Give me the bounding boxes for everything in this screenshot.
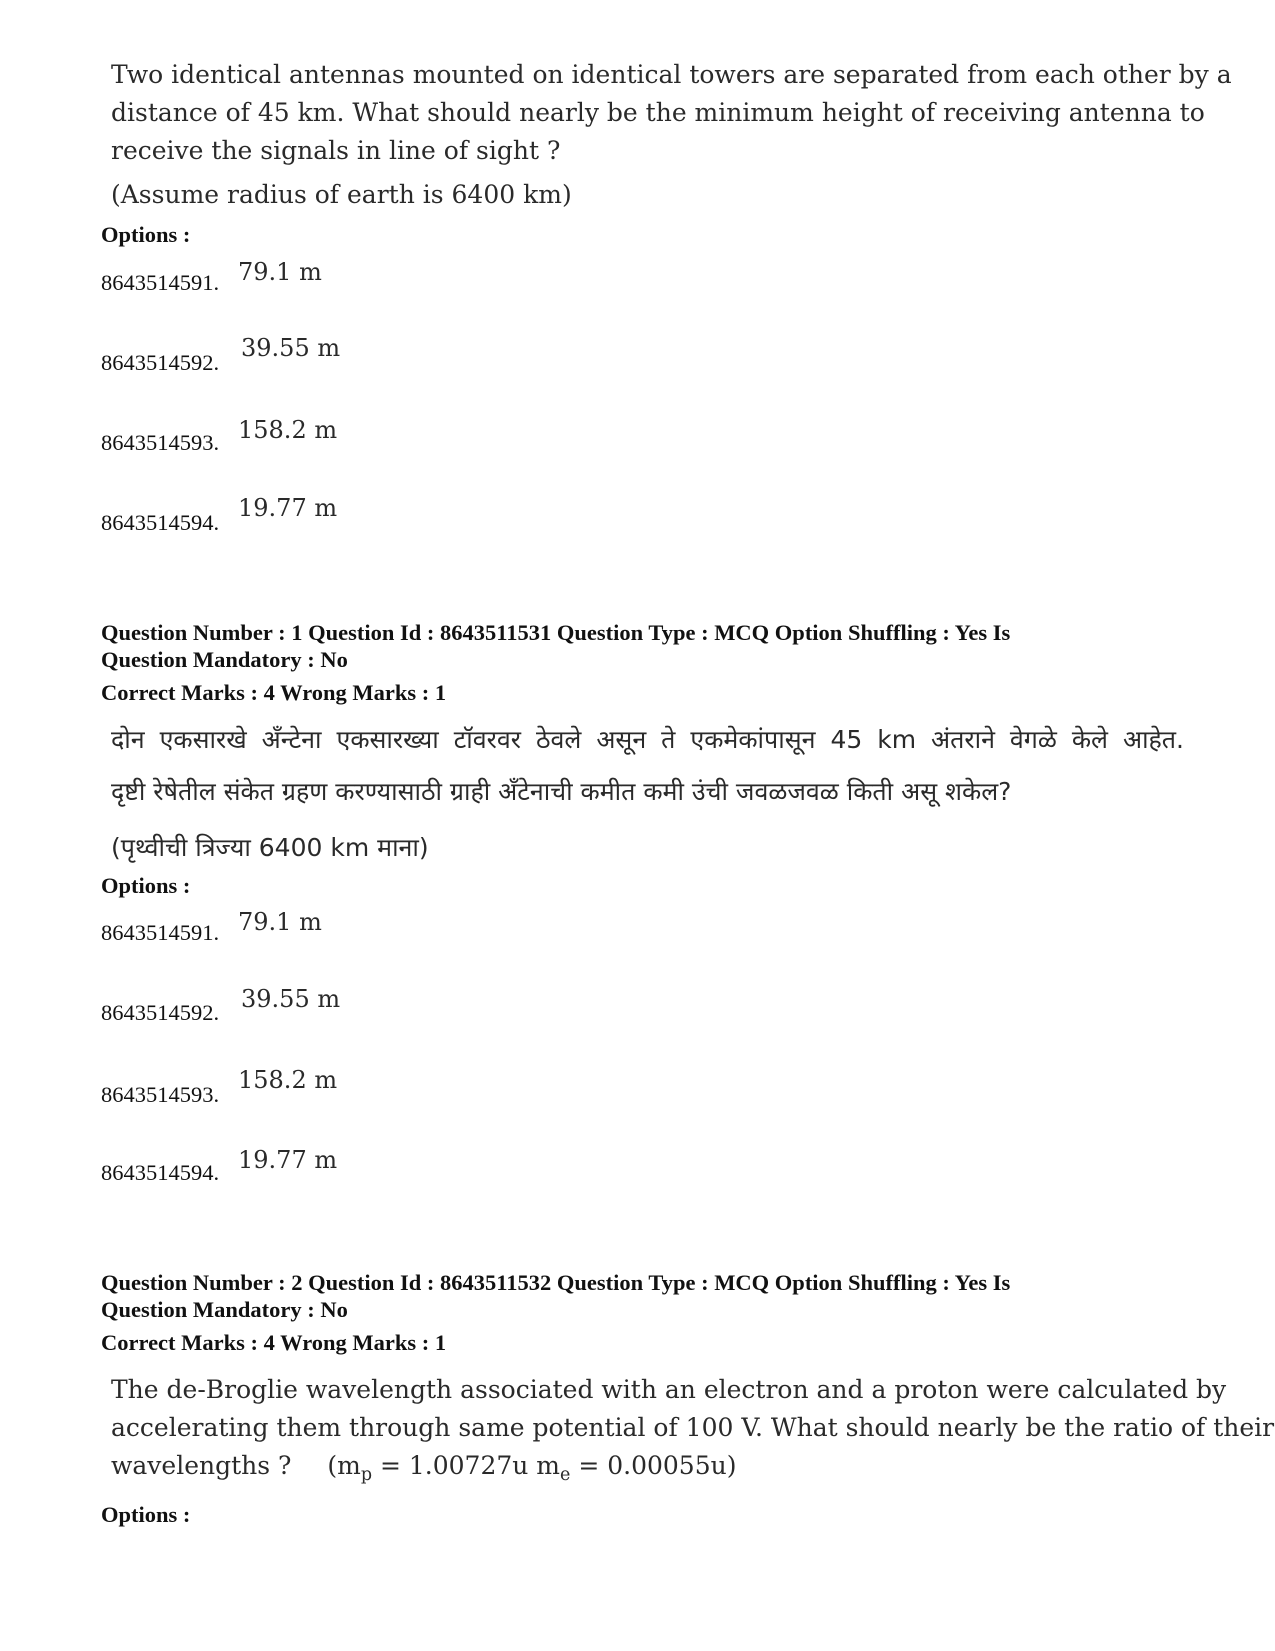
mass-formula: [327, 1451, 737, 1486]
question-meta-line: Question Mandatory : No: [101, 647, 348, 672]
option-value: 19.77 m: [238, 494, 338, 522]
option-value: 158.2 m: [238, 416, 338, 444]
option-value: 79.1 m: [238, 908, 322, 936]
question-text-line: receive the signals in line of sight ?: [111, 136, 561, 165]
question-meta-line: Question Number : 1 Question Id : 8643511531 Question Type : MCQ Option Shuffling : Yes Is: [101, 620, 1011, 645]
question-text-line: distance of 45 km. What should nearly be the minimum height of receiving antenna to: [111, 98, 1205, 127]
option-id: 8643514593.: [101, 430, 220, 455]
question-meta-line: Question Number : 2 Question Id : 8643511532 Question Type : MCQ Option Shuffling : Yes Is: [101, 1270, 1011, 1295]
option-value: 39.55 m: [241, 985, 341, 1013]
subscript-p: p: [360, 1465, 373, 1486]
option-id: 8643514592.: [101, 1000, 220, 1025]
question-assumption: (पृथ्वीची त्रिज्या 6400 km माना): [111, 833, 429, 862]
question-text-line: दोन एकसारखे अँन्टेना एकसारख्या टॉवरवर ठेवले असून ते एकमेकांपासून 45 km अंतराने वेगळे केले आहेत.: [111, 725, 1184, 754]
option-id: 8643514594.: [101, 510, 220, 535]
question-text-line: The de-Broglie wavelength associated with an electron and a proton were calculated by: [111, 1375, 1227, 1404]
question-text-line: Two identical antennas mounted on identical towers are separated from each other by a: [111, 60, 1232, 89]
formula-mid: = 1.00727u m: [372, 1451, 561, 1480]
question-marks: Correct Marks : 4 Wrong Marks : 1: [101, 680, 447, 705]
question-text-fragment: wavelengths ?: [111, 1451, 292, 1480]
question-marks: Correct Marks : 4 Wrong Marks : 1: [101, 1330, 447, 1355]
formula-close: = 0.00055u): [570, 1451, 737, 1480]
option-id: 8643514594.: [101, 1160, 220, 1185]
option-id: 8643514591.: [101, 270, 220, 295]
question-meta-line: Question Mandatory : No: [101, 1297, 348, 1322]
option-value: 79.1 m: [238, 258, 322, 286]
question-text-line: accelerating them through same potential of 100 V. What should nearly be the ratio of their: [111, 1413, 1275, 1442]
question-text-line: दृष्टी रेषेतील संकेत ग्रहण करण्यासाठी ग्राही अँटेनाची कमीत कमी उंची जवळजवळ किती असू शकेल?: [111, 777, 1012, 806]
options-label: Options :: [101, 873, 191, 898]
option-value: 39.55 m: [241, 334, 341, 362]
question-assumption: (Assume radius of earth is 6400 km): [111, 180, 572, 209]
option-value: 158.2 m: [238, 1066, 338, 1094]
option-value: 19.77 m: [238, 1146, 338, 1174]
subscript-e: e: [560, 1465, 571, 1486]
option-id: 8643514592.: [101, 350, 220, 375]
formula-open: (m: [327, 1451, 361, 1480]
question-text-line: [111, 1451, 1184, 1485]
option-id: 8643514593.: [101, 1082, 220, 1107]
options-label: Options :: [101, 1502, 191, 1527]
options-label: Options :: [101, 222, 191, 247]
option-id: 8643514591.: [101, 920, 220, 945]
